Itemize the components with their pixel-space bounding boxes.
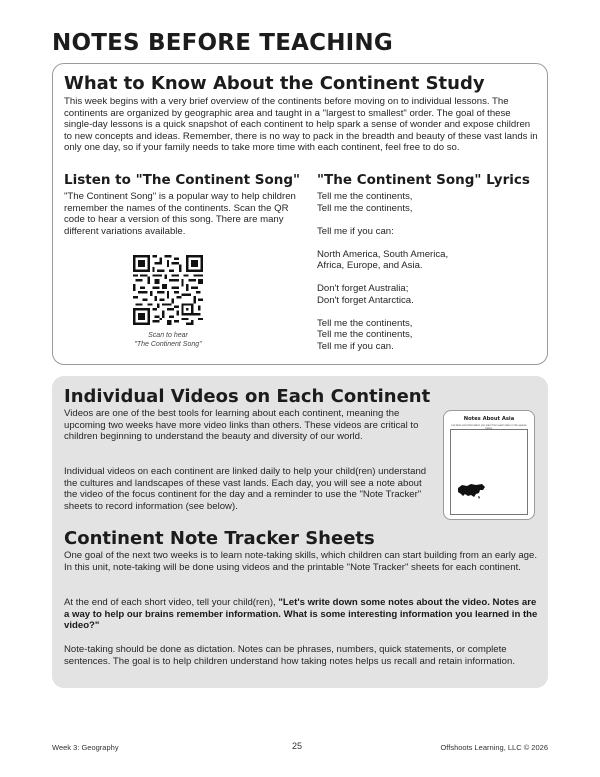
lyrics-body bbox=[317, 191, 542, 364]
lyrics-stanza bbox=[317, 226, 542, 238]
continent-study-body: This week begins with a very brief overview of the continents before moving on to individual lessons. The continents are organized by geographic area and taught in a "largest to smallest" order. The goal of these single-day lessons is a quick snapshot of each continent to help spark a sense of wonder and expose children to new concepts and ideas. Remember, there is no way to pack in the breadth and beauty of these vast lands in only one day, so if your family needs to take more time with each continent, feel free to do so. bbox=[64, 96, 538, 153]
asia-map-icon bbox=[456, 482, 486, 500]
tracker-para2 bbox=[64, 597, 540, 632]
qr-caption-line2: "The Continent Song" bbox=[134, 341, 202, 348]
qr-code[interactable] bbox=[133, 255, 203, 325]
lyrics-line: Tell me the continents, bbox=[317, 191, 413, 202]
lyrics-stanza bbox=[317, 318, 542, 353]
lyrics-stanza bbox=[317, 249, 542, 272]
tracker-para1: One goal of the next two weeks is to learn note-taking skills, which children can start building from an early age. In this unit, note-taking will be done using videos and the printable "Note Tracker" sheets for each continent. bbox=[64, 550, 538, 573]
lyrics-line: Tell me the continents, bbox=[317, 202, 413, 214]
note-tracker-thumbnail bbox=[443, 410, 535, 520]
lyrics-stanza bbox=[317, 283, 542, 306]
videos-heading: Individual Videos on Each Continent bbox=[64, 386, 431, 407]
lyrics-line: Tell me the continents, bbox=[317, 317, 413, 329]
lyrics-heading: "The Continent Song" Lyrics bbox=[317, 172, 530, 188]
lyrics-line: Don't forget Antarctica. bbox=[317, 294, 414, 306]
page-title: NOTES BEFORE TEACHING bbox=[52, 30, 393, 56]
tracker-para2-lead: At the end of each short video, tell your child(ren), bbox=[64, 597, 279, 608]
thumbnail-notes-area bbox=[450, 429, 528, 515]
qr-caption bbox=[118, 331, 218, 349]
lyrics-stanza bbox=[317, 191, 542, 214]
listen-heading: Listen to "The Continent Song" bbox=[64, 172, 301, 188]
lyrics-line: Tell me if you can: bbox=[317, 225, 394, 237]
page-number: 25 bbox=[292, 741, 303, 751]
listen-body: "The Continent Song" is a popular way to help children remember the names of the continents. Scan the QR code to hear a version of this song. There are many different variations available. bbox=[64, 191, 296, 237]
lyrics-line: Don't forget Australia; bbox=[317, 283, 409, 294]
videos-para1: Videos are one of the best tools for learning about each continent, meaning the upcoming two weeks have more video links than others. These videos are critical to children beginning to understand the beauty and diversity of our world. bbox=[64, 408, 419, 442]
lyrics-line: North America, South America, bbox=[317, 248, 449, 260]
videos-para2: Individual videos on each continent are linked daily to help your child(ren) understand the cultures and landscapes of these vast lands. Each day, you will see a note about the video of the focus continent for the day and a reminder to use the "Note Tracker" sheets to record information (see below). bbox=[64, 466, 427, 512]
tracker-para2-quote: "Let's write down some notes about the video. Notes are a way to help our brains remember information. What is some interesting information you learned in the video?" bbox=[64, 597, 538, 631]
qr-caption-line1: Scan to hear bbox=[148, 332, 188, 339]
thumbnail-subtitle: List facts and information you learn from each video in the spaces below. bbox=[451, 424, 527, 430]
continent-study-heading: What to Know About the Continent Study bbox=[64, 73, 485, 94]
footer-left: Week 3: Geography bbox=[52, 743, 119, 752]
thumbnail-title: Notes About Asia bbox=[463, 416, 515, 422]
tracker-para3: Note-taking should be done as dictation. Notes can be phrases, numbers, quick statements, or complete sentences. The goal is to help children understand how taking notes helps us recall and retain information. bbox=[64, 644, 516, 667]
lyrics-line: Tell me if you can. bbox=[317, 340, 394, 352]
tracker-heading: Continent Note Tracker Sheets bbox=[64, 528, 375, 549]
footer-right: Offshoots Learning, LLC © 2026 bbox=[440, 743, 548, 752]
lyrics-line: Tell me the continents, bbox=[317, 329, 413, 340]
lyrics-line: Africa, Europe, and Asia. bbox=[317, 260, 423, 271]
